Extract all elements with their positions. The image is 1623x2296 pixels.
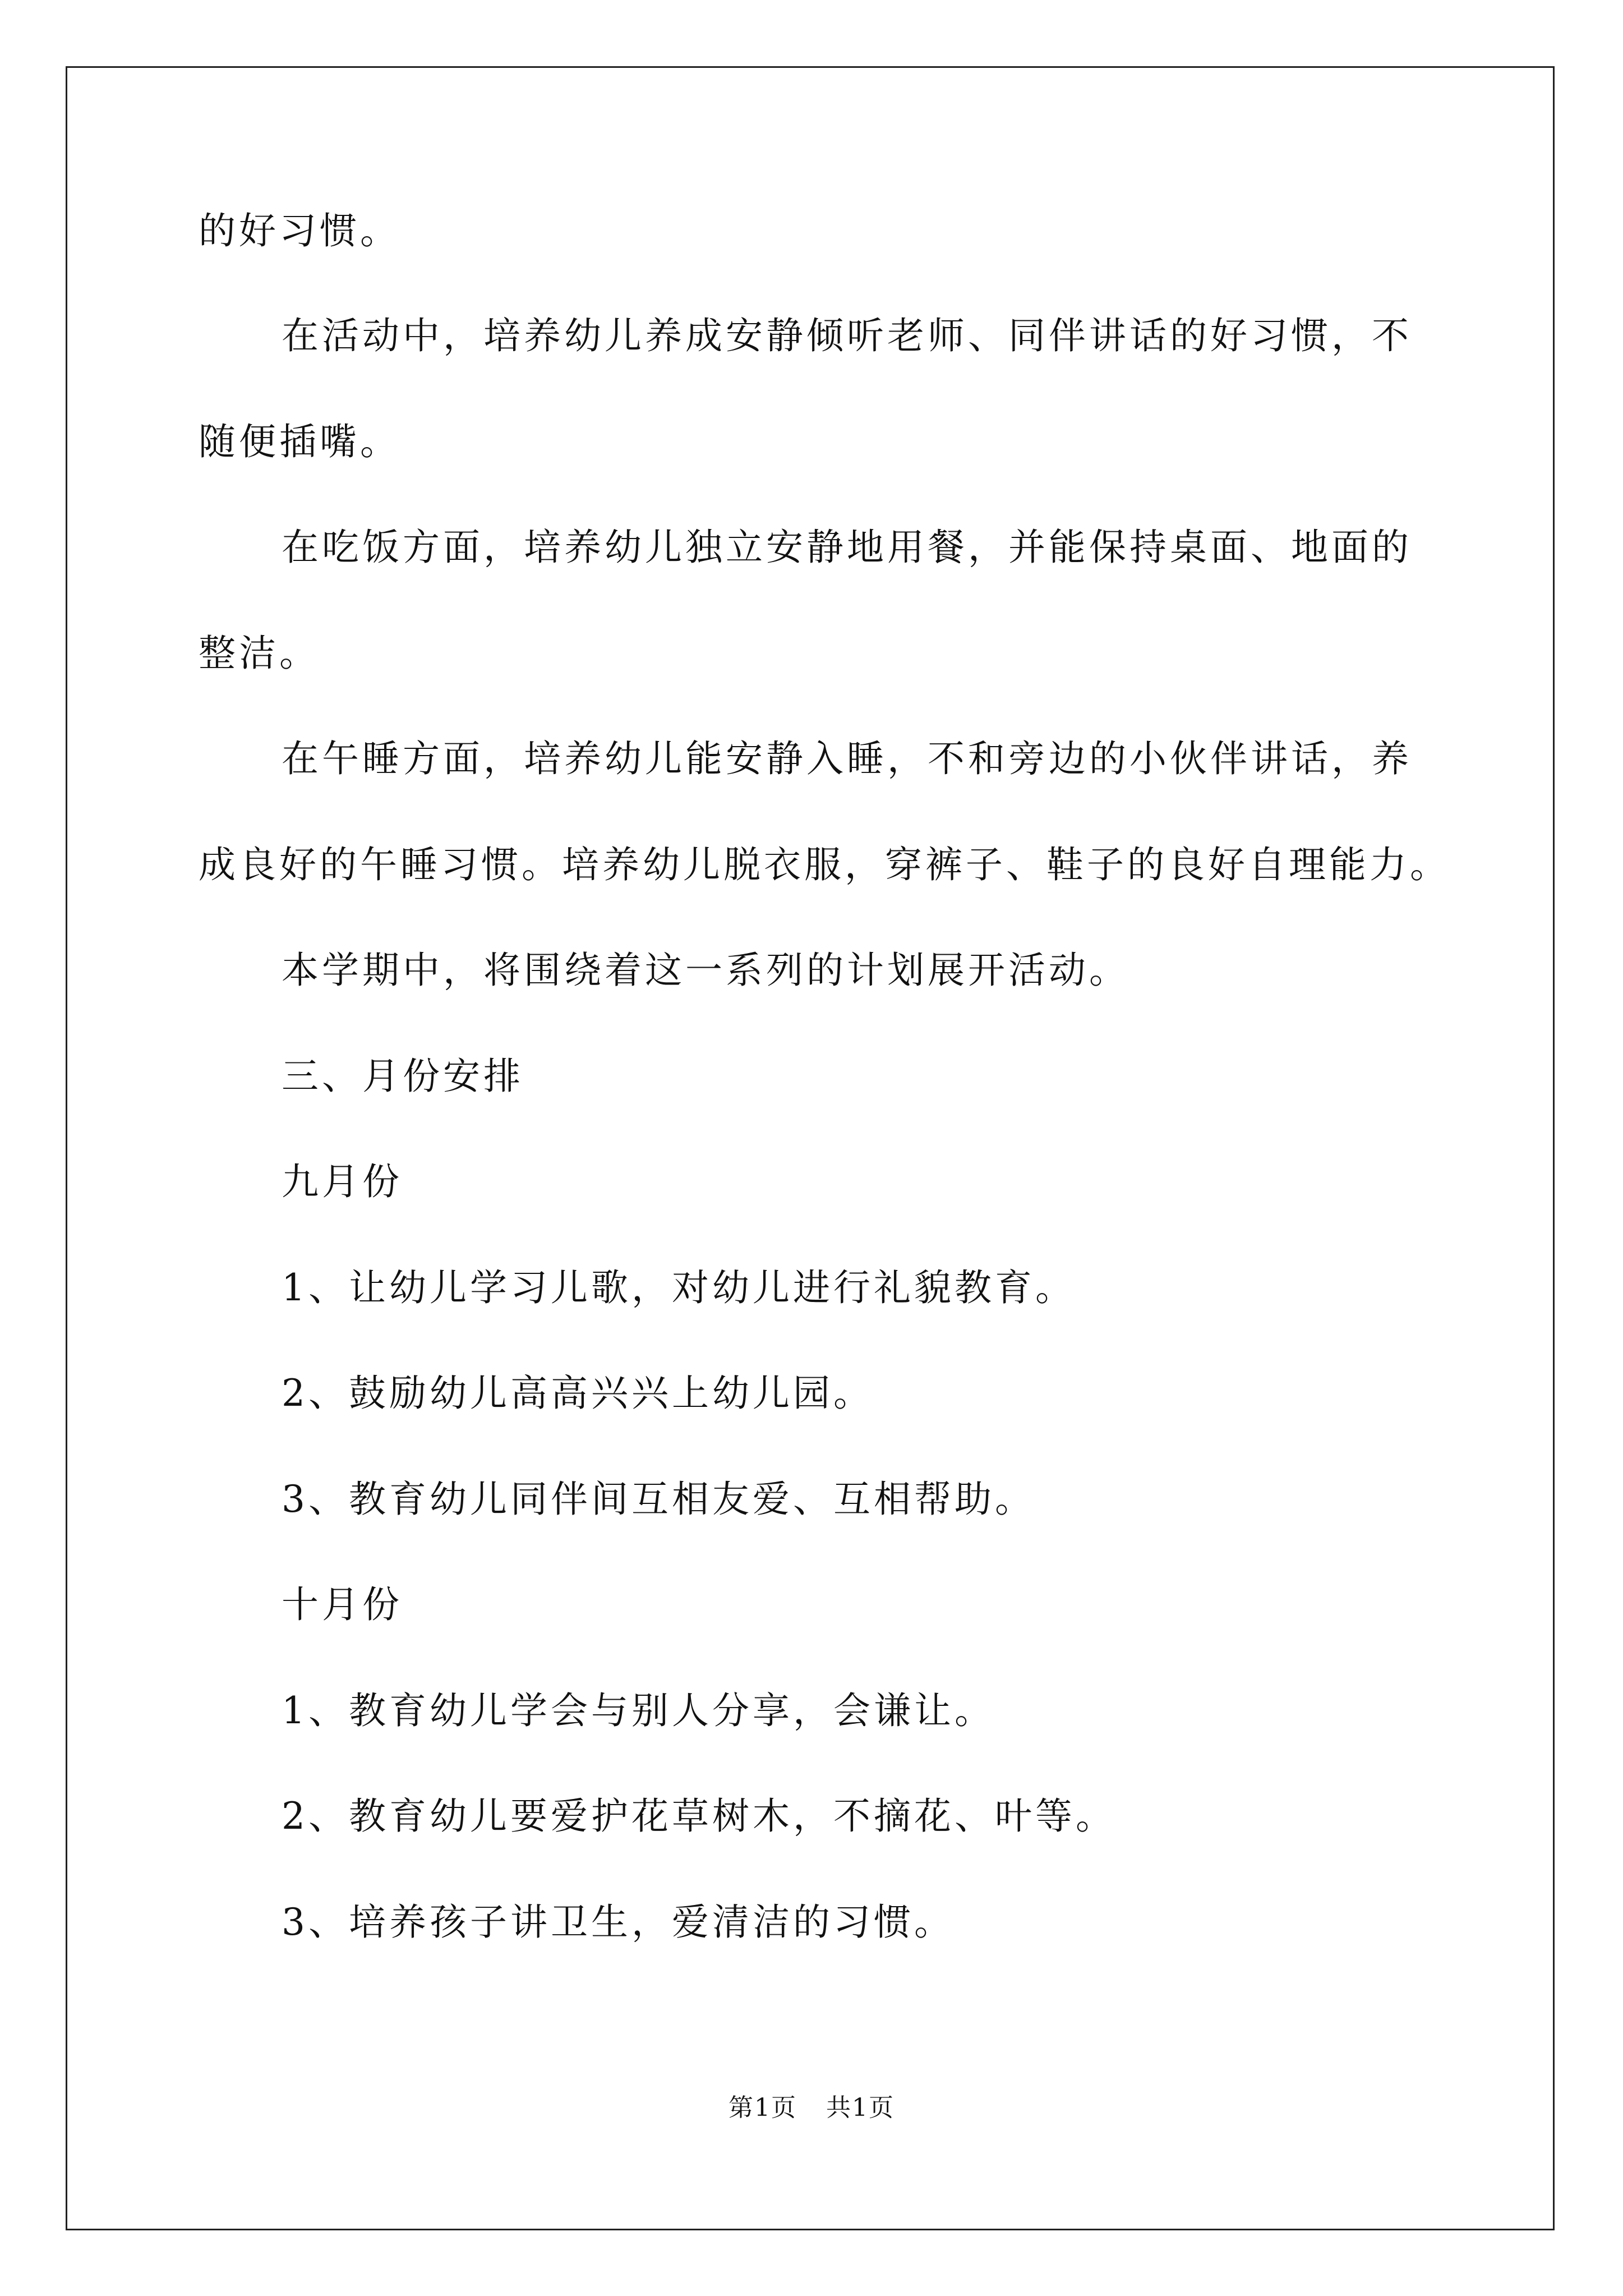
list-item: 1、教育幼儿学会与别人分享，会谦让。 [282, 1689, 995, 1732]
page-number: 第1页 [728, 2093, 797, 2122]
text-line: 在活动中，培养幼儿养成安静倾听老师、同伴讲话的好习惯，不 [282, 314, 1412, 357]
month-heading: 九月份 [282, 1160, 403, 1203]
section-heading: 三、月份安排 [282, 1055, 524, 1098]
list-item: 3、培养孩子讲卫生，爱清洁的习惯。 [282, 1901, 955, 1944]
text-line: 整洁。 [199, 632, 320, 675]
page-footer [0, 2091, 1623, 2125]
text-line: 在午睡方面，培养幼儿能安静入睡，不和旁边的小伙伴讲话，养 [282, 737, 1412, 780]
list-item: 2、教育幼儿要爱护花草树木，不摘花、叶等。 [282, 1795, 1116, 1838]
text-line: 成良好的午睡习惯。培养幼儿脱衣服，穿裤子、鞋子的良好自理能力。 [199, 843, 1450, 886]
text-line: 的好习惯。 [199, 209, 400, 252]
page-total: 共1页 [826, 2093, 895, 2122]
list-item: 2、鼓励幼儿高高兴兴上幼儿园。 [282, 1372, 874, 1415]
text-line: 在吃饭方面，培养幼儿独立安静地用餐，并能保持桌面、地面的 [282, 526, 1412, 569]
list-item: 1、让幼儿学习儿歌，对幼儿进行礼貌教育。 [282, 1266, 1076, 1309]
text-line: 随便插嘴。 [199, 420, 400, 463]
month-heading: 十月份 [282, 1583, 403, 1626]
list-item: 3、教育幼儿同伴间互相友爱、互相帮助。 [282, 1478, 1035, 1521]
text-line: 本学期中，将围绕着这一系列的计划展开活动。 [282, 949, 1129, 992]
